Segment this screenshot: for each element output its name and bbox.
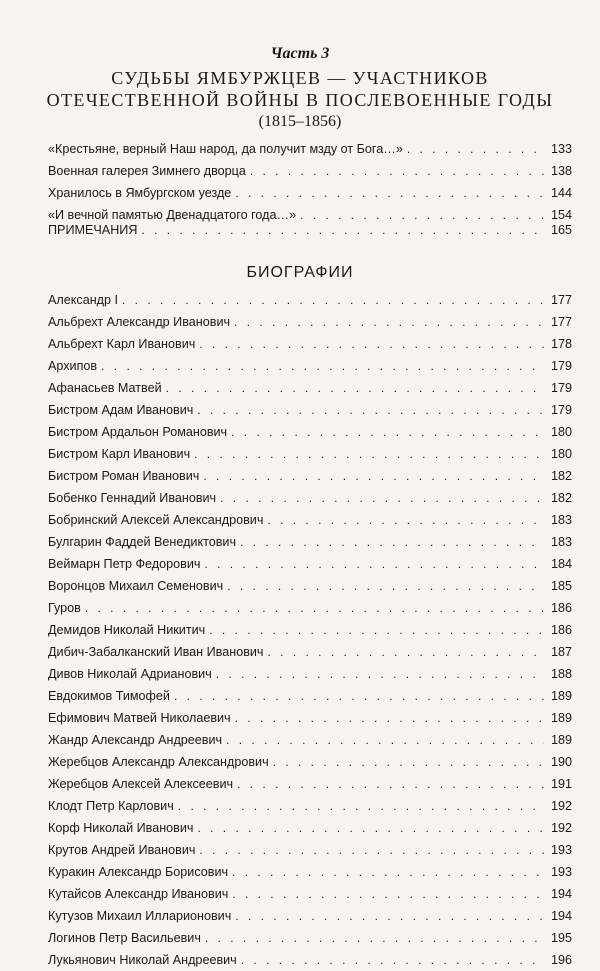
dot-leader (234, 311, 544, 333)
biography-name: Альбрехт Карл Иванович (48, 337, 196, 351)
biography-entry[interactable] (48, 663, 572, 685)
chapters-list (48, 138, 572, 226)
biography-name: Клодт Петр Карлович (48, 799, 174, 813)
biography-page: 179 (550, 359, 572, 373)
biography-entry[interactable] (48, 553, 572, 575)
biography-entry[interactable] (48, 333, 572, 355)
biography-entry[interactable] (48, 619, 572, 641)
biography-entry[interactable] (48, 795, 572, 817)
dot-leader (197, 399, 544, 421)
dot-leader (205, 927, 544, 949)
biography-name: Александр I (48, 293, 119, 307)
biography-page: 183 (550, 513, 572, 527)
biography-name: Булгарин Фаддей Венедиктович (48, 535, 237, 549)
dot-leader (178, 795, 544, 817)
biography-entry[interactable] (48, 751, 572, 773)
biography-entry[interactable] (48, 443, 572, 465)
dot-leader (226, 729, 544, 751)
dot-leader (235, 182, 544, 204)
biography-page: 182 (550, 469, 572, 483)
toc-entry-title: ПРИМЕЧАНИЯ (48, 223, 138, 237)
dot-leader (220, 487, 544, 509)
biography-page: 177 (550, 315, 572, 329)
biography-page: 178 (550, 337, 572, 351)
toc-entry-title: Хранилось в Ямбургском уезде (48, 186, 232, 200)
biography-name: Лукьянович Николай Андреевич (48, 953, 237, 967)
dot-leader (240, 531, 544, 553)
biography-entry[interactable] (48, 883, 572, 905)
toc-entry-page: 133 (550, 142, 572, 156)
dot-leader (101, 355, 544, 377)
biography-name: Альбрехт Александр Иванович (48, 315, 231, 329)
dot-leader (122, 289, 544, 311)
biography-entry[interactable] (48, 509, 572, 531)
biography-entry[interactable] (48, 641, 572, 663)
toc-entry-title: «Крестьяне, верный Наш народ, да получит мзду от Бога…» (48, 142, 403, 156)
biography-page: 192 (550, 821, 572, 835)
biography-entry[interactable] (48, 531, 572, 553)
toc-entry-page: 154 (550, 208, 572, 222)
biography-page: 183 (550, 535, 572, 549)
biography-page: 177 (550, 293, 572, 307)
biography-page: 194 (550, 909, 572, 923)
biographies-list (48, 289, 572, 971)
part-header (0, 44, 600, 132)
biography-entry[interactable] (48, 311, 572, 333)
dot-leader (197, 817, 544, 839)
dot-leader (237, 773, 544, 795)
biography-name: Дибич-Забалканский Иван Иванович (48, 645, 264, 659)
dot-leader (250, 160, 544, 182)
biography-page: 186 (550, 601, 572, 615)
biography-page: 195 (550, 931, 572, 945)
biography-name: Бобенко Геннадий Иванович (48, 491, 217, 505)
biography-page: 185 (550, 579, 572, 593)
biography-entry[interactable] (48, 399, 572, 421)
biography-name: Гуров (48, 601, 81, 615)
toc-entry-title: «И вечной памятью Двенадцатого года…» (48, 208, 297, 222)
biography-page: 192 (550, 799, 572, 813)
biography-name: Бистром Роман Иванович (48, 469, 200, 483)
biography-page: 180 (550, 447, 572, 461)
biography-page: 193 (550, 865, 572, 879)
dot-leader (85, 597, 544, 619)
biography-name: Корф Николай Иванович (48, 821, 194, 835)
biography-entry[interactable] (48, 905, 572, 927)
biography-name: Куракин Александр Борисович (48, 865, 229, 879)
biography-name: Бистром Ардальон Романович (48, 425, 228, 439)
biography-name: Жеребцов Александр Александрович (48, 755, 269, 769)
toc-entry[interactable] (48, 160, 572, 182)
dot-leader (232, 861, 544, 883)
biography-entry[interactable] (48, 927, 572, 949)
biography-entry[interactable] (48, 839, 572, 861)
dot-leader (216, 663, 544, 685)
dot-leader (166, 377, 544, 399)
biography-entry[interactable] (48, 729, 572, 751)
biography-entry[interactable] (48, 575, 572, 597)
biography-page: 189 (550, 733, 572, 747)
biography-page: 180 (550, 425, 572, 439)
dot-leader (174, 685, 544, 707)
biography-name: Евдокимов Тимофей (48, 689, 170, 703)
biography-entry[interactable] (48, 707, 572, 729)
dot-leader (231, 421, 544, 443)
part-label: Часть 3 (270, 45, 330, 62)
toc-entry-page: 165 (550, 223, 572, 237)
biography-name: Кутузов Михаил Илларионович (48, 909, 232, 923)
biography-entry[interactable] (48, 465, 572, 487)
biography-page: 179 (550, 381, 572, 395)
dot-leader (199, 839, 544, 861)
dot-leader (209, 619, 544, 641)
biography-page: 196 (550, 953, 572, 967)
biography-page: 190 (550, 755, 572, 769)
toc-entry-page: 138 (550, 164, 572, 178)
biography-name: Ефимович Матвей Николаевич (48, 711, 231, 725)
biographies-heading: БИОГРАФИИ (246, 264, 354, 281)
biography-name: Веймарн Петр Федорович (48, 557, 201, 571)
biography-name: Логинов Петр Васильевич (48, 931, 201, 945)
biography-name: Жандр Александр Андреевич (48, 733, 223, 747)
part-title-line-1: СУДЬБЫ ЯМБУРЖЦЕВ — УЧАСТНИКОВ (111, 68, 489, 88)
biography-entry[interactable] (48, 773, 572, 795)
biography-page: 189 (550, 711, 572, 725)
dot-leader (273, 751, 544, 773)
biography-page: 193 (550, 843, 572, 857)
biography-entry[interactable] (48, 355, 572, 377)
biography-name: Демидов Николай Никитич (48, 623, 206, 637)
dot-leader (199, 333, 544, 355)
dot-leader (232, 883, 544, 905)
biography-entry[interactable] (48, 421, 572, 443)
toc-entry-title: Военная галерея Зимнего дворца (48, 164, 246, 178)
toc-entry[interactable] (48, 138, 572, 160)
toc-entry[interactable] (48, 182, 572, 204)
dot-leader (235, 707, 544, 729)
biography-name: Бобринский Алексей Александрович (48, 513, 264, 527)
dot-leader (204, 553, 544, 575)
dot-leader (203, 465, 544, 487)
biography-page: 184 (550, 557, 572, 571)
dot-leader (267, 509, 544, 531)
biography-page: 179 (550, 403, 572, 417)
dot-leader (227, 575, 544, 597)
dot-leader (267, 641, 544, 663)
toc-entry-notes[interactable] (48, 219, 572, 241)
biography-page: 191 (550, 777, 572, 791)
biography-name: Бистром Карл Иванович (48, 447, 191, 461)
biography-name: Жеребцов Алексей Алексеевич (48, 777, 234, 791)
biography-page: 186 (550, 623, 572, 637)
dot-leader (241, 949, 544, 971)
dot-leader (141, 219, 544, 241)
notes-list (48, 219, 572, 241)
biography-entry[interactable] (48, 487, 572, 509)
biography-page: 189 (550, 689, 572, 703)
dot-leader (235, 905, 544, 927)
biography-page: 182 (550, 491, 572, 505)
biography-page: 194 (550, 887, 572, 901)
biography-entry[interactable] (48, 289, 572, 311)
biography-entry[interactable] (48, 949, 572, 971)
biography-name: Афанасьев Матвей (48, 381, 162, 395)
part-title-line-2: ОТЕЧЕСТВЕННОЙ ВОЙНЫ В ПОСЛЕВОЕННЫЕ ГОДЫ (46, 90, 554, 110)
biography-entry[interactable] (48, 817, 572, 839)
biography-entry[interactable] (48, 377, 572, 399)
biography-name: Крутов Андрей Иванович (48, 843, 196, 857)
biography-entry[interactable] (48, 685, 572, 707)
toc-entry-page: 144 (550, 186, 572, 200)
biography-name: Воронцов Михаил Семенович (48, 579, 224, 593)
biography-entry[interactable] (48, 861, 572, 883)
biography-name: Дивов Николай Адрианович (48, 667, 212, 681)
biography-page: 187 (550, 645, 572, 659)
part-years: (1815–1856) (258, 113, 342, 130)
dot-leader (194, 443, 544, 465)
biography-entry[interactable] (48, 597, 572, 619)
dot-leader (407, 138, 544, 160)
biography-page: 188 (550, 667, 572, 681)
biography-name: Бистром Адам Иванович (48, 403, 194, 417)
biography-name: Архипов (48, 359, 98, 373)
biography-name: Кутайсов Александр Иванович (48, 887, 229, 901)
